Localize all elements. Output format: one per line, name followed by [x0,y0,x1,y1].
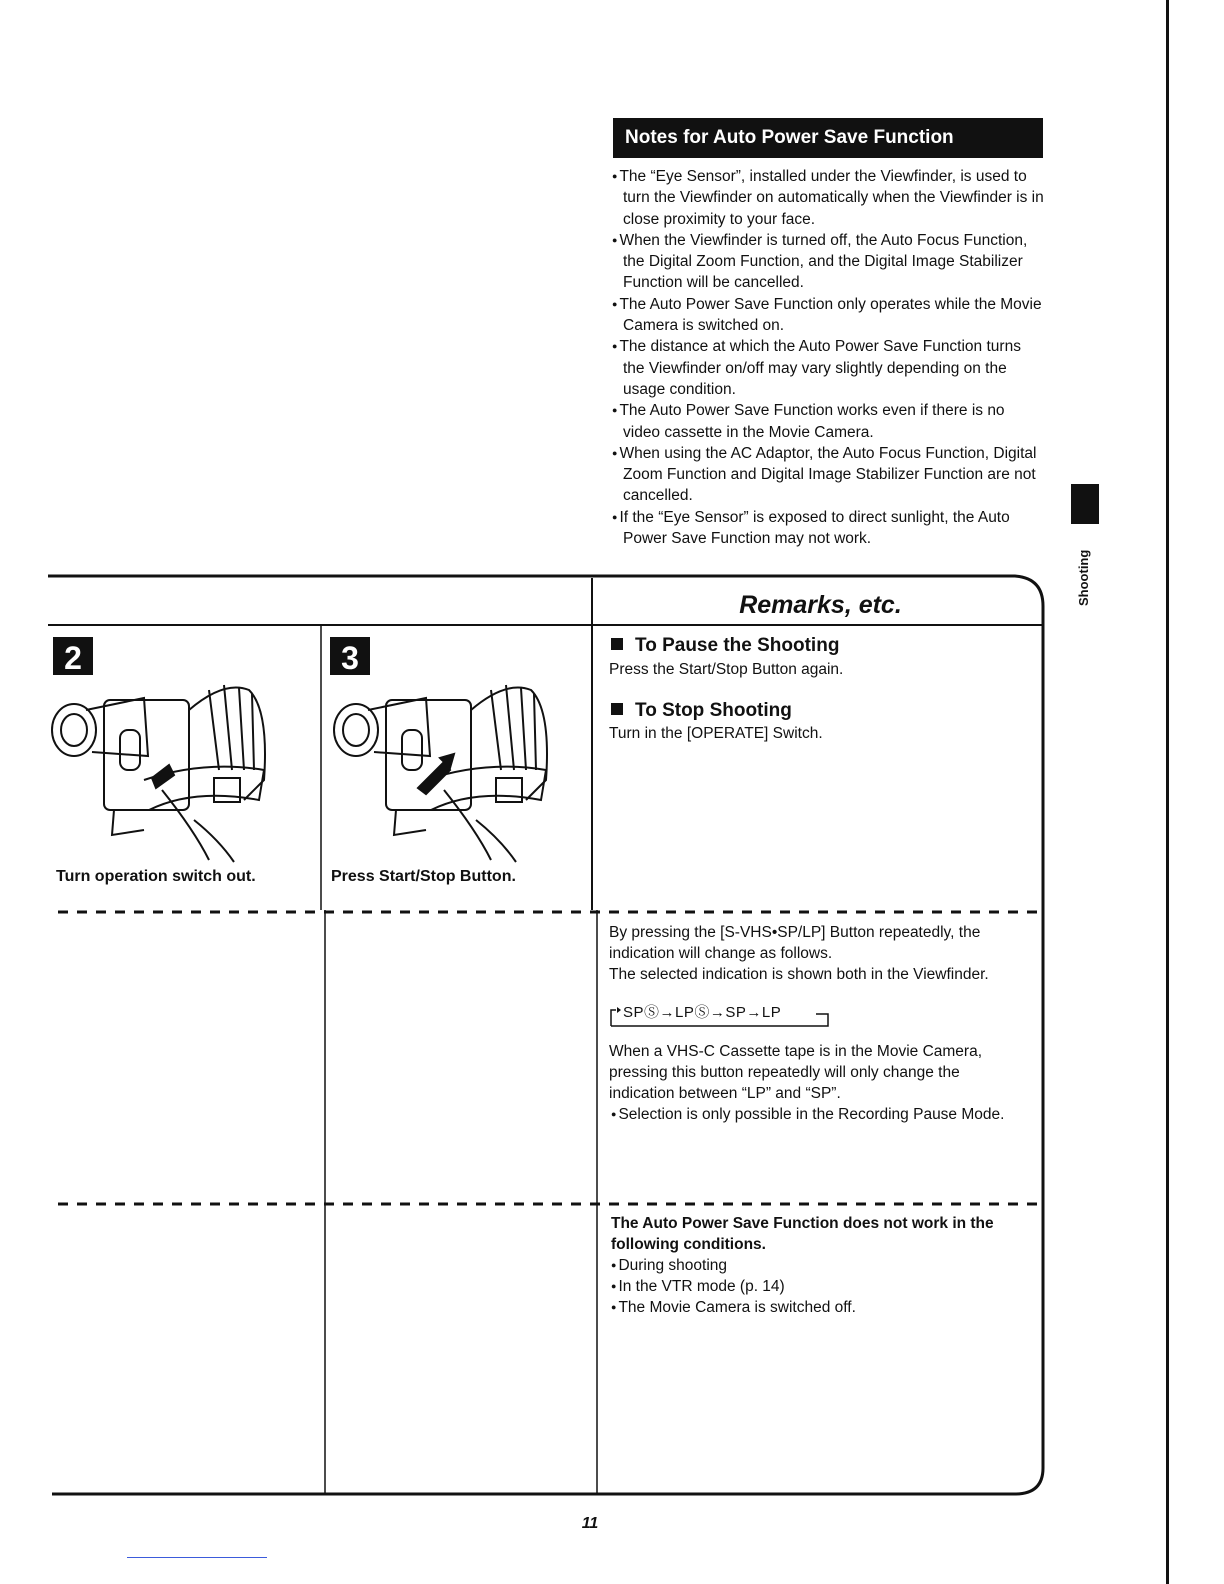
camcorder-illustration-press-button [326,670,566,870]
square-bullet-icon [611,638,623,650]
step-3-caption: Press Start/Stop Button. [331,868,516,885]
auto-power-save-exceptions-heading: The Auto Power Save Function does not work in the following conditions. [611,1215,994,1253]
notes-item: ● The Auto Power Save Function only operates while the Movie Camera is switched on. [612,294,1044,337]
step-2-caption: Turn operation switch out. [56,868,256,885]
stop-shooting-heading [611,700,792,722]
vhsc-note: When a VHS-C Cassette tape is in the Movie Camera, pressing this button repeatedly will only change the indication between “LP” and “SP”. [609,1043,983,1102]
exception-item: ● During shooting [611,1255,727,1276]
pause-shooting-heading-text: To Pause the Shooting [635,635,840,656]
stop-shooting-heading-text: To Stop Shooting [635,700,792,721]
notes-item: ● The “Eye Sensor”, installed under the Viewfinder, is used to turn the Viewfinder on automatically when the Viewfinder is in close proximity to your face. [612,166,1044,230]
step-number-2: 2 [53,637,93,675]
remarks-title: Remarks, etc. [739,591,902,619]
notes-item: ● When using the AC Adaptor, the Auto Focus Function, Digital Zoom Function and Digital Image Stabilizer Function are not cancelled. [612,443,1044,507]
notes-item: ● If the “Eye Sensor” is exposed to direct sunlight, the Auto Power Save Function may not work. [612,507,1044,550]
pause-shooting-heading [611,635,839,657]
step-number-3: 3 [330,637,370,675]
recording-pause-note: ● Selection is only possible in the Recording Pause Mode. [611,1104,1023,1125]
sp-lp-selected-note: The selected indication is shown both in the Viewfinder. [609,966,989,983]
notes-item: ● The distance at which the Auto Power Save Function turns the Viewfinder on/off may vary slightly depending on the usage condition. [612,336,1044,400]
camcorder-illustration-turn-switch [44,670,284,870]
notes-title: Notes for Auto Power Save Function [613,118,1043,158]
section-tab-label: Shooting [1076,549,1091,606]
page-number: 11 [581,1515,599,1532]
square-bullet-icon [611,703,623,715]
notes-item: ● When the Viewfinder is turned off, the Auto Focus Function, the Digital Zoom Function, and the Digital Image Stabilizer Function will be cancelled. [612,230,1044,294]
notes-item: ● The Auto Power Save Function works even if there is no video cassette in the Movie Camera. [612,400,1044,443]
sp-lp-intro: By pressing the [S-VHS•SP/LP] Button repeatedly, the indication will change as follows. [609,924,981,962]
exception-item: ● The Movie Camera is switched off. [611,1297,856,1318]
pause-shooting-text: Press the Start/Stop Button again. [609,661,844,678]
footer-rule [127,1557,267,1558]
stop-shooting-text: Turn in the [OPERATE] Switch. [609,725,823,742]
exception-item: ● In the VTR mode (p. 14) [611,1276,785,1297]
mode-sequence: SPⓈ→LPⓈ→SP→LP [623,1004,782,1021]
